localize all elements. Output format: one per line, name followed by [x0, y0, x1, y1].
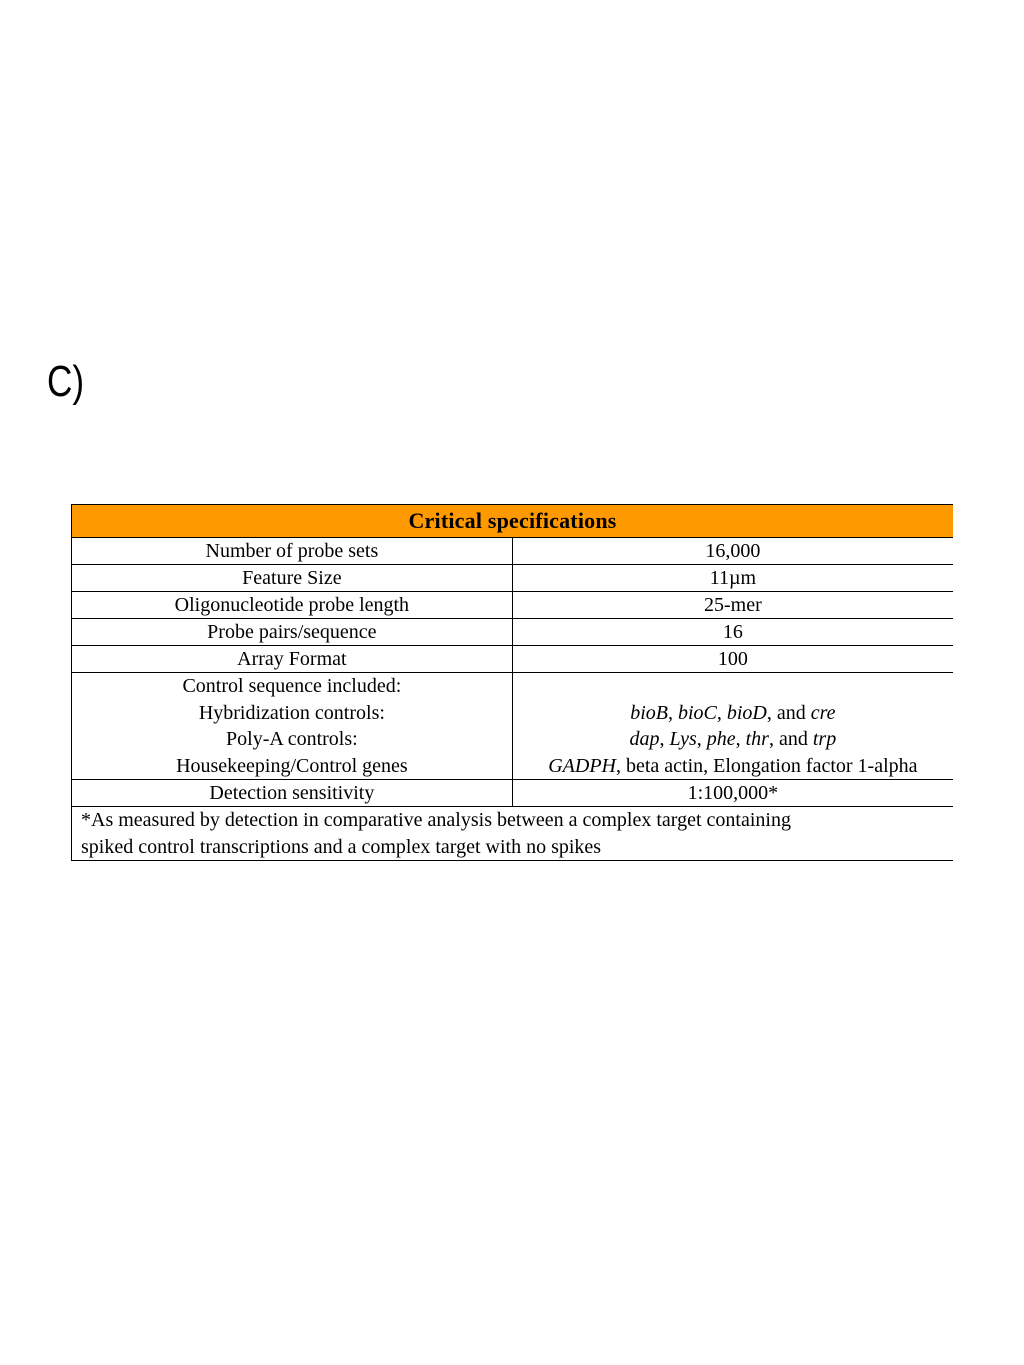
row-value: 100	[512, 646, 953, 673]
polya-controls-value	[513, 726, 953, 753]
row-value: 16,000	[512, 538, 953, 565]
control-labels-cell	[72, 673, 513, 780]
control-heading: Control sequence included:	[182, 675, 402, 697]
gene-name: GADPH	[548, 754, 616, 777]
gene-name: thr	[745, 728, 769, 750]
control-sequence-row	[72, 673, 954, 780]
hybridization-controls-value	[513, 700, 953, 727]
row-value: 16	[512, 619, 953, 646]
row-value: 11µm	[512, 565, 953, 592]
row-label: Detection sensitivity	[72, 780, 513, 807]
gene-name: bioC	[677, 701, 717, 724]
footnote-row	[72, 807, 954, 861]
row-label: Probe pairs/sequence	[72, 619, 513, 646]
separator: ,	[696, 728, 707, 750]
separator: ,	[735, 728, 746, 750]
gene-name: bioD	[726, 701, 767, 724]
row-label: Oligonucleotide probe length	[72, 592, 513, 619]
row-value: 25-mer	[512, 592, 953, 619]
row-label: Number of probe sets	[72, 538, 513, 565]
table-title: Critical specifications	[72, 505, 954, 538]
hybridization-controls-label: Hybridization controls:	[198, 701, 385, 724]
gene-name: cre	[810, 701, 836, 724]
footnote	[72, 807, 954, 861]
table-row	[72, 538, 954, 565]
conjunction: , and	[768, 728, 813, 750]
housekeeping-genes-value	[513, 753, 953, 780]
table-row	[72, 780, 954, 807]
row-label: Array Format	[72, 646, 513, 673]
gene-name: phe	[706, 728, 736, 750]
critical-specifications-table	[71, 504, 953, 861]
separator: ,	[716, 701, 727, 724]
separator: ,	[667, 701, 678, 724]
gene-name: dap	[629, 728, 660, 750]
gene-name: trp	[812, 728, 837, 750]
gene-name: Lys	[669, 728, 697, 750]
table-row	[72, 592, 954, 619]
row-label: Feature Size	[72, 565, 513, 592]
row-value: 1:100,000*	[512, 780, 953, 807]
control-values-cell	[512, 673, 953, 780]
control-heading-spacer	[513, 673, 953, 700]
separator: ,	[659, 728, 670, 750]
conjunction: , and	[766, 701, 811, 724]
table-row	[72, 646, 954, 673]
footnote-line: *As measured by detection in comparative analysis between a complex target containing	[81, 809, 791, 831]
housekeeping-genes-label: Housekeeping/Control genes	[176, 754, 408, 777]
gene-list-rest: , beta actin, Elongation factor 1-alpha	[615, 754, 918, 777]
footnote-line: spiked control transcriptions and a complex target with no spikes	[81, 835, 602, 858]
gene-name: bioB	[630, 701, 668, 724]
polya-controls-label: Poly-A controls:	[226, 728, 358, 750]
table-row	[72, 619, 954, 646]
panel-label: C)	[47, 357, 85, 406]
table-row	[72, 565, 954, 592]
table-header-row	[72, 505, 954, 538]
